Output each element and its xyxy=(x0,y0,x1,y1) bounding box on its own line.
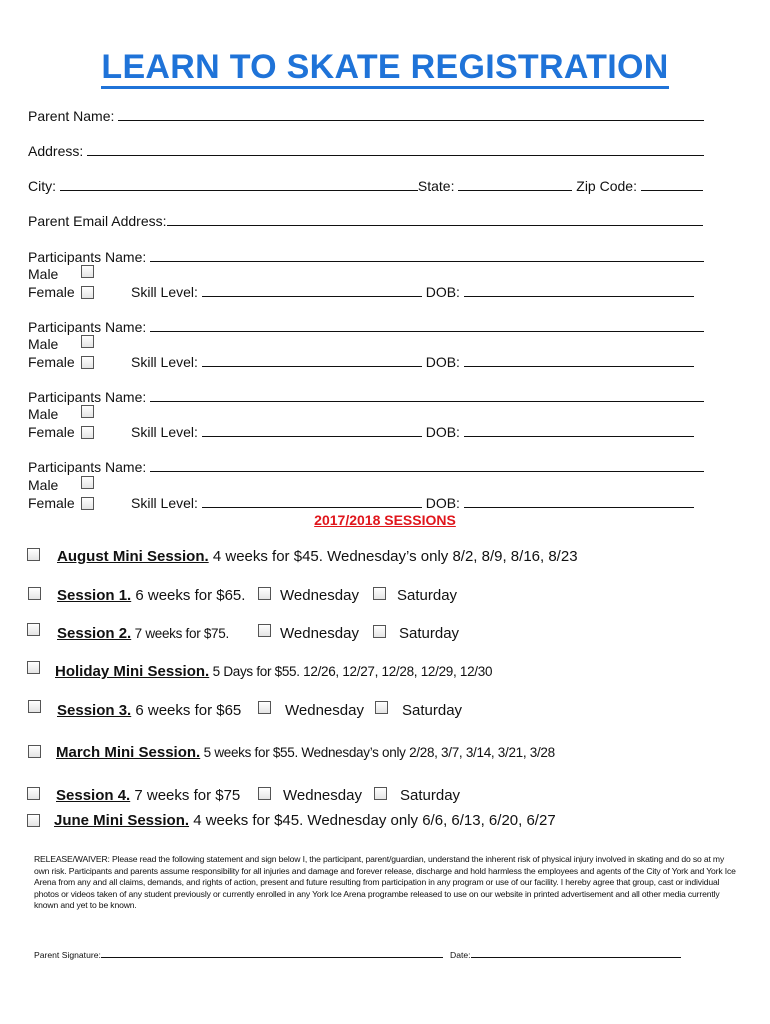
saturday-label: Saturday xyxy=(402,702,463,719)
session-name: March Mini Session. xyxy=(56,744,201,761)
session-4-saturday-checkbox[interactable] xyxy=(374,787,387,800)
march-mini-session xyxy=(56,744,555,761)
session-name: August Mini Session. xyxy=(57,548,209,565)
holiday-mini-session xyxy=(55,663,492,680)
zip-label: Zip Code: xyxy=(576,178,637,194)
session-detail: 6 weeks for $65 xyxy=(131,702,242,719)
session-1-checkbox[interactable] xyxy=(28,587,41,600)
female-checkbox[interactable] xyxy=(81,286,94,299)
state-label: State: xyxy=(417,178,455,194)
male-checkbox[interactable] xyxy=(81,265,94,278)
session-2-wednesday-checkbox[interactable] xyxy=(258,624,271,637)
sessions-heading: 2017/2018 SESSIONS xyxy=(314,512,456,528)
june-mini-checkbox[interactable] xyxy=(27,814,40,827)
wednesday-label: Wednesday xyxy=(280,587,359,604)
parent-email-field[interactable] xyxy=(167,213,703,226)
session-1-wednesday-checkbox[interactable] xyxy=(258,587,271,600)
session-detail: 5 Days for $55. 12/26, 12/27, 12/28, 12/29, 12/30 xyxy=(209,664,493,679)
address-label: Address: xyxy=(28,143,84,159)
june-mini-session xyxy=(54,812,556,829)
august-mini-session xyxy=(57,548,578,565)
session-3-saturday-checkbox[interactable] xyxy=(375,701,388,714)
saturday-label: Saturday xyxy=(397,587,458,604)
parent-name-field[interactable] xyxy=(118,108,704,121)
skill-level-field[interactable] xyxy=(202,495,422,508)
dob-field[interactable] xyxy=(464,284,694,297)
release-waiver-text: RELEASE/WAIVER: Please read the following statement and sign below I, the participant, parent/guardian, understand the inherent risk of physical injury involved in skating and do so at my own risk. Participants and parents assume responsibility for all injuries and damage and forever release, discharge and hold harmless the employees and agents of the City of York and York Ice Arena from any and all claims, demands, and rights of action, present and future resulting from participation in any program or use of our facility. I hereby agree that group, cast or individual photos or videos taken of any student previously or currently enrolled in any York Ice Arena programbe released to use on our website in printed advertisement and all other media currently known and yet to be known. xyxy=(34,854,736,910)
female-checkbox[interactable] xyxy=(81,497,94,510)
wednesday-label: Wednesday xyxy=(285,702,364,719)
male-label: Male xyxy=(28,336,59,352)
session-3-wednesday-checkbox[interactable] xyxy=(258,701,271,714)
session-detail: 7 weeks for $75. xyxy=(131,626,229,641)
male-checkbox[interactable] xyxy=(81,335,94,348)
session-detail: 4 weeks for $45. Wednesday’s only 8/2, 8/9, 8/16, 8/23 xyxy=(208,548,578,565)
session-4 xyxy=(56,787,240,804)
dob-field[interactable] xyxy=(464,354,694,367)
session-1-saturday-checkbox[interactable] xyxy=(373,587,386,600)
address-field[interactable] xyxy=(87,143,704,156)
parent-email-row xyxy=(28,213,703,229)
dob-label: DOB: xyxy=(425,284,460,300)
female-label: Female xyxy=(28,495,75,511)
wednesday-label: Wednesday xyxy=(280,625,359,642)
zip-field[interactable] xyxy=(641,178,703,191)
female-label: Female xyxy=(28,354,75,370)
page-title: LEARN TO SKATE REGISTRATION xyxy=(0,48,770,89)
address-row xyxy=(28,143,704,159)
participant-name-field[interactable] xyxy=(150,319,704,332)
session-name: Session 4. xyxy=(56,787,131,804)
saturday-label: Saturday xyxy=(399,625,460,642)
wednesday-label: Wednesday xyxy=(283,787,362,804)
session-detail: 5 weeks for $55. Wednesday’s only 2/28, 3/7, 3/14, 3/21, 3/28 xyxy=(200,745,555,760)
saturday-label: Saturday xyxy=(400,787,461,804)
dob-field[interactable] xyxy=(464,495,694,508)
male-checkbox[interactable] xyxy=(81,405,94,418)
skill-dob-row xyxy=(131,424,694,440)
city-label: City: xyxy=(28,178,56,194)
male-checkbox[interactable] xyxy=(81,476,94,489)
session-name: Session 1. xyxy=(57,587,132,604)
participant-name-label: Participants Name: xyxy=(28,319,147,335)
female-label: Female xyxy=(28,424,75,440)
session-1 xyxy=(57,587,245,604)
skill-dob-row xyxy=(131,354,694,370)
session-4-checkbox[interactable] xyxy=(27,787,40,800)
dob-field[interactable] xyxy=(464,424,694,437)
participant-name-field[interactable] xyxy=(150,459,704,472)
female-checkbox[interactable] xyxy=(81,426,94,439)
parent-name-label: Parent Name: xyxy=(28,108,115,124)
skill-dob-row xyxy=(131,284,694,300)
session-name: Session 3. xyxy=(57,702,132,719)
session-detail: 6 weeks for $65. xyxy=(131,587,246,604)
session-name: Holiday Mini Session. xyxy=(55,663,210,680)
skill-level-label: Skill Level: xyxy=(131,354,198,370)
parent-name-row xyxy=(28,108,704,124)
city-field[interactable] xyxy=(60,178,418,191)
skill-level-field[interactable] xyxy=(202,424,422,437)
male-label: Male xyxy=(28,477,59,493)
skill-level-field[interactable] xyxy=(202,284,422,297)
dob-label: DOB: xyxy=(425,424,460,440)
parent-email-label: Parent Email Address: xyxy=(28,213,167,229)
skill-level-label: Skill Level: xyxy=(131,495,198,511)
participant-name-field[interactable] xyxy=(150,249,704,262)
parent-signature-row xyxy=(34,949,443,960)
participant-name-row xyxy=(28,459,704,475)
male-label: Male xyxy=(28,406,59,422)
skill-level-label: Skill Level: xyxy=(131,284,198,300)
holiday-mini-checkbox[interactable] xyxy=(27,661,40,674)
dob-label: DOB: xyxy=(425,495,460,511)
session-2-saturday-checkbox[interactable] xyxy=(373,625,386,638)
session-2 xyxy=(57,625,229,642)
participant-name-row xyxy=(28,319,704,335)
male-label: Male xyxy=(28,266,59,282)
skill-level-label: Skill Level: xyxy=(131,424,198,440)
participant-name-label: Participants Name: xyxy=(28,459,147,475)
session-2-checkbox[interactable] xyxy=(27,623,40,636)
session-name: June Mini Session. xyxy=(54,812,190,829)
session-detail: 4 weeks for $45. Wednesday only 6/6, 6/13, 6/20, 6/27 xyxy=(189,812,556,829)
session-detail: 7 weeks for $75 xyxy=(130,787,241,804)
state-field[interactable] xyxy=(458,178,572,191)
date-field[interactable] xyxy=(471,949,681,958)
female-label: Female xyxy=(28,284,75,300)
female-checkbox[interactable] xyxy=(81,356,94,369)
march-mini-checkbox[interactable] xyxy=(28,745,41,758)
august-mini-checkbox[interactable] xyxy=(27,548,40,561)
city-row xyxy=(28,178,703,194)
participant-name-label: Participants Name: xyxy=(28,389,147,405)
parent-signature-field[interactable] xyxy=(101,949,443,958)
date-label: Date: xyxy=(450,950,471,960)
session-3 xyxy=(57,702,241,719)
participant-name-label: Participants Name: xyxy=(28,249,147,265)
participant-name-row xyxy=(28,389,704,405)
session-4-wednesday-checkbox[interactable] xyxy=(258,787,271,800)
parent-signature-label: Parent Signature: xyxy=(34,950,101,960)
skill-level-field[interactable] xyxy=(202,354,422,367)
participant-name-row xyxy=(28,249,704,265)
participant-name-field[interactable] xyxy=(150,389,704,402)
date-row xyxy=(450,949,681,960)
session-3-checkbox[interactable] xyxy=(28,700,41,713)
dob-label: DOB: xyxy=(425,354,460,370)
skill-dob-row xyxy=(131,495,694,511)
session-name: Session 2. xyxy=(57,625,132,642)
